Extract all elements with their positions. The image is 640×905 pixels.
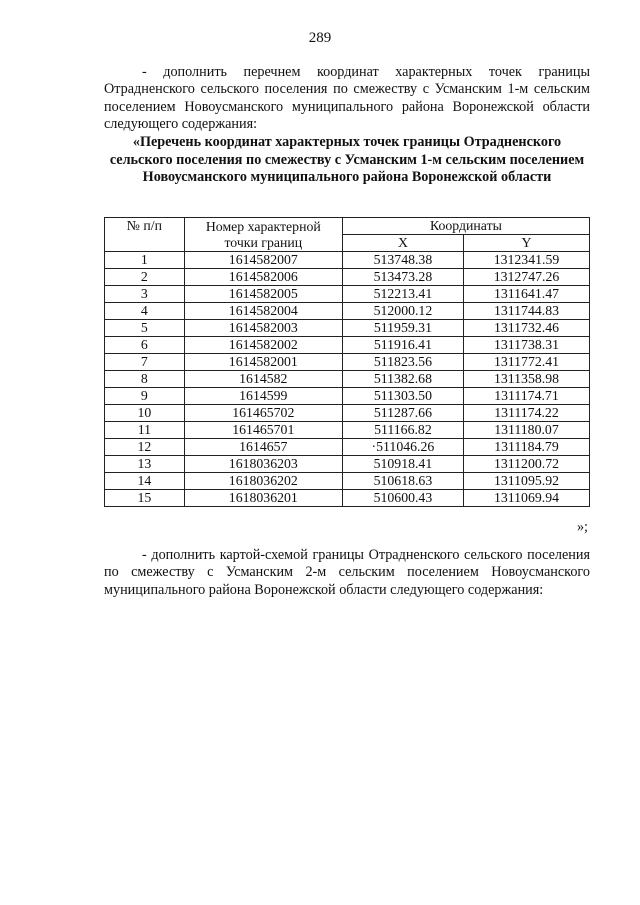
table-row bbox=[105, 456, 590, 473]
table-row bbox=[105, 422, 590, 439]
header-point-number: Номер характерной точки границ bbox=[184, 218, 342, 252]
table-heading: «Перечень координат характерных точек границы Отрадненского сельского поселения по смежеству с Усманским 1-м сельским поселением Новоусманского муниципального района Воронежской области bbox=[109, 134, 585, 186]
second-paragraph: - дополнить картой-схемой границы Отрадненского сельского поселения по смежеству с Усманским 2-м сельским поселением Новоусманского муниципального района Воронежской области следующего содержания: bbox=[104, 547, 590, 598]
cell-point-number: 1618036203 bbox=[184, 456, 342, 473]
cell-num: 15 bbox=[105, 490, 185, 507]
cell-x: 511959.31 bbox=[342, 320, 463, 337]
cell-y: 1311200.72 bbox=[463, 456, 589, 473]
cell-x: 513473.28 bbox=[342, 269, 463, 286]
page-number: 289 bbox=[308, 30, 332, 46]
header-x: X bbox=[342, 235, 463, 252]
cell-y: 1311744.83 bbox=[463, 303, 589, 320]
table-row bbox=[105, 388, 590, 405]
table-row bbox=[105, 286, 590, 303]
header-y: Y bbox=[463, 235, 589, 252]
cell-point-number: 1614582004 bbox=[184, 303, 342, 320]
cell-y: 1311174.22 bbox=[463, 405, 589, 422]
cell-point-number: 161465701 bbox=[184, 422, 342, 439]
cell-y: 1311180.07 bbox=[463, 422, 589, 439]
cell-point-number: 1614582002 bbox=[184, 337, 342, 354]
cell-num: 4 bbox=[105, 303, 185, 320]
table-row bbox=[105, 337, 590, 354]
table-header bbox=[105, 218, 590, 252]
cell-y: 1312341.59 bbox=[463, 252, 589, 269]
cell-num: 7 bbox=[105, 354, 185, 371]
cell-x: 511823.56 bbox=[342, 354, 463, 371]
cell-y: 1311184.79 bbox=[463, 439, 589, 456]
cell-x: 513748.38 bbox=[342, 252, 463, 269]
cell-point-number: 1614657 bbox=[184, 439, 342, 456]
table-body bbox=[105, 252, 590, 507]
cell-num: 8 bbox=[105, 371, 185, 388]
table-row bbox=[105, 252, 590, 269]
cell-point-number: 1614582007 bbox=[184, 252, 342, 269]
cell-num: 3 bbox=[105, 286, 185, 303]
cell-y: 1311069.94 bbox=[463, 490, 589, 507]
cell-num: 11 bbox=[105, 422, 185, 439]
coordinates-table bbox=[104, 217, 590, 507]
cell-x: 511382.68 bbox=[342, 371, 463, 388]
cell-num: 6 bbox=[105, 337, 185, 354]
header-num: № п/п bbox=[105, 218, 185, 252]
cell-num: 12 bbox=[105, 439, 185, 456]
cell-num: 5 bbox=[105, 320, 185, 337]
table-row bbox=[105, 371, 590, 388]
cell-x: 510918.41 bbox=[342, 456, 463, 473]
cell-point-number: 1614582001 bbox=[184, 354, 342, 371]
table-row bbox=[105, 490, 590, 507]
table-row bbox=[105, 303, 590, 320]
cell-x: 511287.66 bbox=[342, 405, 463, 422]
cell-x: 512213.41 bbox=[342, 286, 463, 303]
table-row bbox=[105, 354, 590, 371]
cell-y: 1311732.46 bbox=[463, 320, 589, 337]
cell-y: 1311772.41 bbox=[463, 354, 589, 371]
cell-num: 14 bbox=[105, 473, 185, 490]
table-row bbox=[105, 405, 590, 422]
cell-x: ·511046.26 bbox=[342, 439, 463, 456]
cell-point-number: 1618036201 bbox=[184, 490, 342, 507]
cell-point-number: 1614582006 bbox=[184, 269, 342, 286]
cell-point-number: 1614582003 bbox=[184, 320, 342, 337]
cell-num: 2 bbox=[105, 269, 185, 286]
cell-y: 1312747.26 bbox=[463, 269, 589, 286]
cell-point-number: 161465702 bbox=[184, 405, 342, 422]
cell-x: 511303.50 bbox=[342, 388, 463, 405]
intro-paragraph: - дополнить перечнем координат характерных точек границы Отрадненского сельского поселения по смежеству с Усманским 1-м сельским поселением Новоусманского муниципального района Воронежской области следующего содержания: bbox=[104, 64, 590, 133]
cell-x: 511166.82 bbox=[342, 422, 463, 439]
cell-y: 1311358.98 bbox=[463, 371, 589, 388]
table-row bbox=[105, 473, 590, 490]
cell-y: 1311095.92 bbox=[463, 473, 589, 490]
cell-point-number: 1614582005 bbox=[184, 286, 342, 303]
cell-y: 1311738.31 bbox=[463, 337, 589, 354]
cell-point-number: 1618036202 bbox=[184, 473, 342, 490]
table-row bbox=[105, 320, 590, 337]
cell-num: 1 bbox=[105, 252, 185, 269]
table-row bbox=[105, 439, 590, 456]
cell-y: 1311641.47 bbox=[463, 286, 589, 303]
closing-mark: »; bbox=[576, 519, 588, 535]
cell-x: 510600.43 bbox=[342, 490, 463, 507]
cell-y: 1311174.71 bbox=[463, 388, 589, 405]
table-row bbox=[105, 269, 590, 286]
cell-x: 511916.41 bbox=[342, 337, 463, 354]
cell-x: 510618.63 bbox=[342, 473, 463, 490]
cell-num: 13 bbox=[105, 456, 185, 473]
cell-x: 512000.12 bbox=[342, 303, 463, 320]
cell-point-number: 1614599 bbox=[184, 388, 342, 405]
header-coordinates: Координаты bbox=[342, 218, 589, 235]
cell-num: 9 bbox=[105, 388, 185, 405]
cell-num: 10 bbox=[105, 405, 185, 422]
cell-point-number: 1614582 bbox=[184, 371, 342, 388]
